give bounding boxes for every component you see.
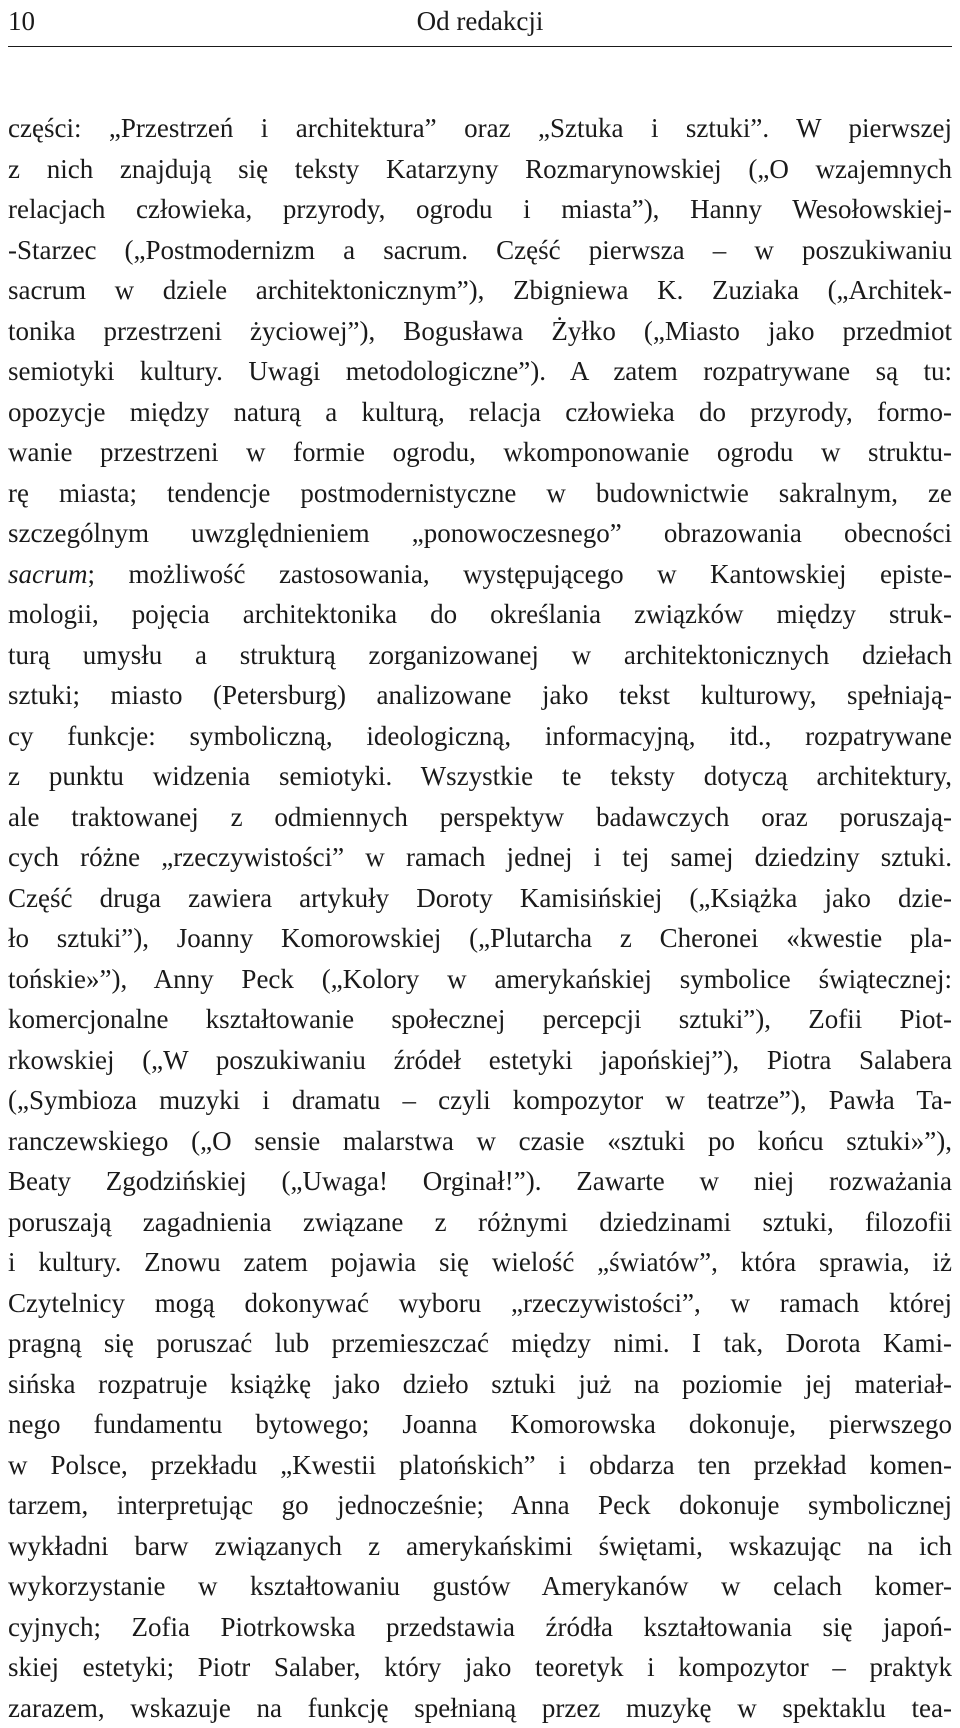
header-rule: [8, 46, 952, 47]
text-line: Część druga zawiera artykuły Doroty Kamisińskiej („Książka jako dzie-: [8, 878, 952, 919]
text-line: komercjonalne kształtowanie społecznej percepcji sztuki”), Zofii Piot-: [8, 999, 952, 1040]
text-line: wykładni barw związanych z amerykańskimi świętami, wskazując na ich: [8, 1526, 952, 1567]
text-line: poruszają zagadnienia związane z różnymi dziedzinami sztuki, filozofii: [8, 1202, 952, 1243]
text-line: pragną się poruszać lub przemieszczać między nimi. I tak, Dorota Kami-: [8, 1323, 952, 1364]
text-line: rę miasta; tendencje postmodernistyczne w budownictwie sakralnym, ze: [8, 473, 952, 514]
text-line: w Polsce, przekładu „Kwestii platońskich” i obdarza ten przekład komen-: [8, 1445, 952, 1486]
text-line: tarzem, interpretując go jednocześnie; Anna Peck dokonuje symbolicznej: [8, 1485, 952, 1526]
text-line: relacjach człowieka, przyrody, ogrodu i miasta”), Hanny Wesołowskiej-: [8, 189, 952, 230]
text-line: semiotyki kultury. Uwagi metodologiczne”). A zatem rozpatrywane są tu:: [8, 351, 952, 392]
text-line: ale traktowanej z odmiennych perspektyw badawczych oraz poruszają-: [8, 797, 952, 838]
section-title: Od redakcji: [8, 2, 952, 40]
text-line: rkowskiej („W poszukiwaniu źródeł estetyki japońskiej”), Piotra Salabera: [8, 1040, 952, 1081]
text-line: Czytelnicy mogą dokonywać wyboru „rzeczywistości”, w ramach której: [8, 1283, 952, 1324]
text-line: -Starzec („Postmodernizm a sacrum. Część pierwsza – w poszukiwaniu: [8, 230, 952, 271]
text-line: części: „Przestrzeń i architektura” oraz „Sztuka i sztuki”. W pierwszej: [8, 108, 952, 149]
text-line: cyjnych; Zofia Piotrkowska przedstawia źródła kształtowania się japoń-: [8, 1607, 952, 1648]
text-line: cy funkcje: symboliczną, ideologiczną, informacyjną, itd., rozpatrywane: [8, 716, 952, 757]
text-line-rest: ; możliwość zastosowania, występującego w Kantowskiej episte-: [88, 559, 953, 589]
text-line: szczególnym uwzględnieniem „ponowoczesnego” obrazowania obecności: [8, 513, 952, 554]
text-line: zarazem, wskazuje na funkcję spełnianą przez muzykę w spektaklu tea-: [8, 1688, 952, 1728]
text-line: sacrum w dziele architektonicznym”), Zbigniewa K. Zuziaka („Architek-: [8, 270, 952, 311]
text-line: sztuki; miasto (Petersburg) analizowane jako tekst kulturowy, spełniają-: [8, 675, 952, 716]
text-line: z punktu widzenia semiotyki. Wszystkie te teksty dotyczą architektury,: [8, 756, 952, 797]
body-text: [8, 108, 952, 1728]
text-line: Beaty Zgodzińskiej („Uwaga! Orginał!”). Zawarte w niej rozważania: [8, 1161, 952, 1202]
text-line: mologii, pojęcia architektonika do określania związków między struk-: [8, 594, 952, 635]
text-line: („Symbioza muzyki i dramatu – czyli kompozytor w teatrze”), Pawła Ta-: [8, 1080, 952, 1121]
text-line: tońskie»”), Anny Peck („Kolory w amerykańskiej symbolice świątecznej:: [8, 959, 952, 1000]
text-line: tonika przestrzeni życiowej”), Bogusława Żyłko („Miasto jako przedmiot: [8, 311, 952, 352]
text-line: ranczewskiego („O sensie malarstwa w czasie «sztuki po końcu sztuki»”),: [8, 1121, 952, 1162]
text-line: i kultury. Znowu zatem pojawia się wielość „światów”, która sprawia, iż: [8, 1242, 952, 1283]
text-line: opozycje między naturą a kulturą, relacja człowieka do przyrody, formo-: [8, 392, 952, 433]
text-line: wanie przestrzeni w formie ogrodu, wkomponowanie ogrodu w struktu-: [8, 432, 952, 473]
page-number: 10: [8, 2, 35, 40]
italic-term: sacrum: [8, 559, 88, 589]
text-line: turą umysłu a strukturą zorganizowanej w architektonicznych dziełach: [8, 635, 952, 676]
running-head: [8, 2, 952, 48]
text-line: cych różne „rzeczywistości” w ramach jednej i tej samej dziedziny sztuki.: [8, 837, 952, 878]
text-line-with-italic: [8, 554, 952, 595]
text-line: nego fundamentu bytowego; Joanna Komorowska dokonuje, pierwszego: [8, 1404, 952, 1445]
text-line: skiej estetyki; Piotr Salaber, który jako teoretyk i kompozytor – praktyk: [8, 1647, 952, 1688]
text-line: wykorzystanie w kształtowaniu gustów Amerykanów w celach komer-: [8, 1566, 952, 1607]
text-line: z nich znajdują się teksty Katarzyny Rozmarynowskiej („O wzajemnych: [8, 149, 952, 190]
text-line: ło sztuki”), Joanny Komorowskiej („Plutarcha z Cheronei «kwestie pla-: [8, 918, 952, 959]
text-line: sińska rozpatruje książkę jako dzieło sztuki już na poziomie jej materiał-: [8, 1364, 952, 1405]
